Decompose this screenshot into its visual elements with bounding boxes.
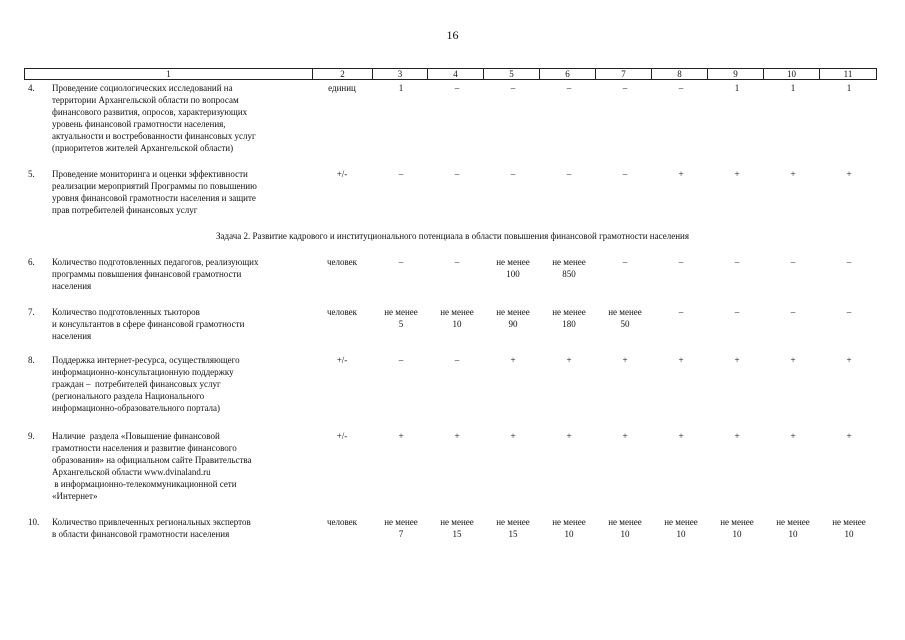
value-line: –	[622, 169, 628, 179]
value-line: +	[790, 355, 796, 365]
value-cell	[767, 256, 819, 268]
value-line: +	[790, 431, 796, 441]
row-unit: человек	[326, 307, 358, 317]
value-line: 5	[398, 319, 404, 329]
value-line: не менее	[496, 307, 530, 317]
value-line: –	[734, 307, 740, 317]
value-line: +	[678, 431, 684, 441]
value-cell	[431, 354, 483, 366]
value-line: –	[846, 257, 852, 267]
column-header: 5	[484, 69, 540, 80]
value-cell	[487, 430, 539, 442]
value-cell	[487, 516, 539, 540]
value-line: –	[622, 257, 628, 267]
value-cell	[655, 516, 707, 540]
value-cell	[431, 82, 483, 94]
value-cell	[823, 256, 875, 268]
value-line: +	[846, 355, 852, 365]
value-cell	[599, 168, 651, 180]
value-line: –	[678, 307, 684, 317]
row-unit: +/-	[336, 431, 348, 441]
value-line: –	[790, 307, 796, 317]
value-line: 10	[844, 529, 854, 539]
value-line: –	[846, 307, 852, 317]
value-line: –	[678, 83, 684, 93]
row-number: 4.	[28, 83, 35, 93]
description-line: в области финансовой грамотности населения	[52, 529, 230, 539]
value-line: +	[846, 431, 852, 441]
value-line: не менее	[552, 257, 586, 267]
description-line: Проведение мониторинга и оценки эффективности	[52, 169, 248, 179]
row-description	[52, 306, 314, 342]
value-cell	[375, 354, 427, 366]
value-cell	[599, 354, 651, 366]
value-line: не менее	[496, 517, 530, 527]
value-cell	[711, 256, 763, 268]
value-line: не менее	[720, 517, 754, 527]
value-cell	[487, 168, 539, 180]
row-number: 6.	[28, 257, 35, 267]
value-cell	[655, 82, 707, 94]
value-cell	[767, 516, 819, 540]
value-line: +	[734, 169, 740, 179]
column-header: 4	[428, 69, 484, 80]
value-line: 180	[562, 319, 576, 329]
value-line: +	[846, 169, 852, 179]
value-line: +	[454, 431, 460, 441]
value-line: не менее	[664, 517, 698, 527]
value-line: +	[678, 169, 684, 179]
column-header: 3	[373, 69, 428, 80]
value-line: –	[790, 257, 796, 267]
value-cell	[375, 256, 427, 268]
value-cell	[767, 306, 819, 318]
value-cell	[599, 256, 651, 268]
column-header: 8	[652, 69, 708, 80]
value-line: –	[454, 355, 460, 365]
value-line: не менее	[384, 307, 418, 317]
description-line: актуальности и востребованности финансовых услуг	[52, 131, 256, 141]
value-cell	[543, 168, 595, 180]
value-line: 1	[734, 83, 740, 93]
value-cell	[543, 430, 595, 442]
value-cell	[599, 516, 651, 540]
row-unit: человек	[326, 257, 358, 267]
value-cell	[599, 82, 651, 94]
row-number: 10.	[28, 517, 40, 527]
description-line: образования» на официальном сайте Правительства	[52, 455, 252, 465]
value-line: 10	[676, 529, 686, 539]
value-cell	[487, 306, 539, 330]
value-line: не менее	[440, 307, 474, 317]
value-line: 100	[506, 269, 520, 279]
value-line: +	[734, 355, 740, 365]
value-cell	[487, 82, 539, 94]
description-line: и консультантов в сфере финансовой грамотности	[52, 319, 245, 329]
description-line: в информационно-телекоммуникационной сети	[52, 479, 237, 489]
value-line: –	[398, 169, 404, 179]
description-line: Наличие раздела «Повышение финансовой	[52, 431, 220, 441]
value-line: 90	[508, 319, 518, 329]
value-cell	[543, 354, 595, 366]
value-line: –	[510, 169, 516, 179]
value-line: +	[678, 355, 684, 365]
row-description	[52, 516, 314, 540]
column-header: 6	[540, 69, 596, 80]
value-cell	[767, 354, 819, 366]
row-unit: +/-	[336, 169, 348, 179]
row-description	[52, 168, 314, 216]
value-line: 15	[508, 529, 518, 539]
description-line: (приоритетов жителей Архангельской области)	[52, 143, 234, 153]
description-line: финансового развития, опросов, характеризующих	[52, 107, 248, 117]
value-line: 1	[846, 83, 852, 93]
row-number: 7.	[28, 307, 35, 317]
row-number: 8.	[28, 355, 35, 365]
row-description	[52, 82, 314, 154]
description-line: (регионального раздела Национального	[52, 391, 205, 401]
value-line: не менее	[832, 517, 866, 527]
description-line: реализации мероприятий Программы по повышению	[52, 181, 257, 191]
value-line: не менее	[440, 517, 474, 527]
value-line: 50	[620, 319, 630, 329]
value-cell	[375, 306, 427, 330]
value-line: не менее	[552, 517, 586, 527]
description-line: населения	[52, 331, 92, 341]
row-description	[52, 354, 314, 414]
column-header: 9	[708, 69, 764, 80]
row-description	[52, 430, 314, 502]
value-line: –	[566, 169, 572, 179]
column-header: 7	[596, 69, 652, 80]
value-cell	[375, 516, 427, 540]
value-line: 10	[788, 529, 798, 539]
row-unit: +/-	[336, 355, 348, 365]
description-line: Архангельской области www.dvinaland.ru	[52, 467, 211, 477]
value-cell	[655, 354, 707, 366]
description-line: «Интернет»	[52, 491, 98, 501]
value-cell	[711, 516, 763, 540]
value-line: 10	[564, 529, 574, 539]
value-line: –	[678, 257, 684, 267]
value-cell	[655, 430, 707, 442]
value-cell	[375, 430, 427, 442]
value-line: не менее	[608, 517, 642, 527]
column-header: 11	[820, 69, 877, 80]
task-heading: Задача 2. Развитие кадрового и институционального потенциала в области повышения финансовой грамотности населения	[216, 231, 689, 241]
value-line: не менее	[384, 517, 418, 527]
description-line: информационно-консультационную поддержку	[52, 367, 234, 377]
value-cell	[375, 82, 427, 94]
description-line: территории Архангельской области по вопросам	[52, 95, 239, 105]
value-cell	[823, 354, 875, 366]
value-cell	[431, 516, 483, 540]
row-unit: единиц	[328, 83, 356, 93]
value-line: 15	[452, 529, 462, 539]
value-cell	[711, 168, 763, 180]
column-header: 10	[764, 69, 820, 80]
value-cell	[767, 82, 819, 94]
value-cell	[711, 82, 763, 94]
column-header: 1	[25, 69, 313, 80]
column-header: 2	[313, 69, 373, 80]
value-cell	[375, 168, 427, 180]
value-line: не менее	[608, 307, 642, 317]
row-number: 5.	[28, 169, 35, 179]
value-cell	[767, 430, 819, 442]
value-line: 1	[790, 83, 796, 93]
value-cell	[823, 168, 875, 180]
value-cell	[431, 168, 483, 180]
value-cell	[823, 430, 875, 442]
value-line: +	[622, 431, 628, 441]
value-cell	[823, 82, 875, 94]
value-line: 7	[398, 529, 404, 539]
value-cell	[487, 354, 539, 366]
column-header-table	[24, 68, 877, 80]
value-line: +	[398, 431, 404, 441]
value-line: +	[566, 431, 572, 441]
row-unit: человек	[326, 517, 358, 527]
value-line: 850	[562, 269, 576, 279]
value-cell	[599, 430, 651, 442]
value-line: не менее	[552, 307, 586, 317]
value-cell	[431, 430, 483, 442]
value-line: –	[454, 257, 460, 267]
value-line: +	[510, 431, 516, 441]
value-line: +	[734, 431, 740, 441]
value-line: 10	[620, 529, 630, 539]
value-line: 10	[452, 319, 462, 329]
value-cell	[599, 306, 651, 330]
value-cell	[487, 256, 539, 280]
value-line: не менее	[496, 257, 530, 267]
value-cell	[431, 306, 483, 330]
page-number: 16	[446, 28, 459, 42]
value-line: –	[566, 83, 572, 93]
value-cell	[431, 256, 483, 268]
description-line: Проведение социологических исследований на	[52, 83, 233, 93]
value-line: +	[622, 355, 628, 365]
value-cell	[767, 168, 819, 180]
value-line: не менее	[776, 517, 810, 527]
value-line: –	[510, 83, 516, 93]
value-line: 10	[732, 529, 742, 539]
value-line: +	[790, 169, 796, 179]
value-cell	[711, 430, 763, 442]
value-line: –	[398, 355, 404, 365]
description-line: граждан – потребителей финансовых услуг	[52, 379, 221, 389]
value-line: +	[510, 355, 516, 365]
value-cell	[823, 516, 875, 540]
description-line: Количество подготовленных тьюторов	[52, 307, 200, 317]
value-cell	[711, 354, 763, 366]
value-cell	[543, 82, 595, 94]
description-line: Поддержка интернет-ресурса, осуществляющего	[52, 355, 240, 365]
description-line: населения	[52, 281, 92, 291]
value-line: +	[566, 355, 572, 365]
description-line: программы повышения финансовой грамотности	[52, 269, 242, 279]
value-line: –	[734, 257, 740, 267]
value-line: 1	[398, 83, 404, 93]
value-cell	[543, 516, 595, 540]
value-cell	[655, 168, 707, 180]
value-cell	[655, 306, 707, 318]
value-cell	[655, 256, 707, 268]
value-cell	[543, 256, 595, 280]
row-number: 9.	[28, 431, 35, 441]
value-line: –	[454, 169, 460, 179]
value-cell	[711, 306, 763, 318]
value-cell	[543, 306, 595, 330]
description-line: информационно-образовательного портала)	[52, 403, 221, 413]
description-line: Количество привлеченных региональных экспертов	[52, 517, 251, 527]
value-line: –	[454, 83, 460, 93]
row-description	[52, 256, 314, 292]
value-line: –	[622, 83, 628, 93]
value-line: –	[398, 257, 404, 267]
description-line: грамотности населения и развитие финансового	[52, 443, 237, 453]
value-cell	[823, 306, 875, 318]
description-line: уровня финансовой грамотности населения и защите	[52, 193, 256, 203]
description-line: прав потребителей финансовых услуг	[52, 205, 198, 215]
description-line: Количество подготовленных педагогов, реализующих	[52, 257, 259, 267]
description-line: уровень финансовой грамотности населения,	[52, 119, 226, 129]
